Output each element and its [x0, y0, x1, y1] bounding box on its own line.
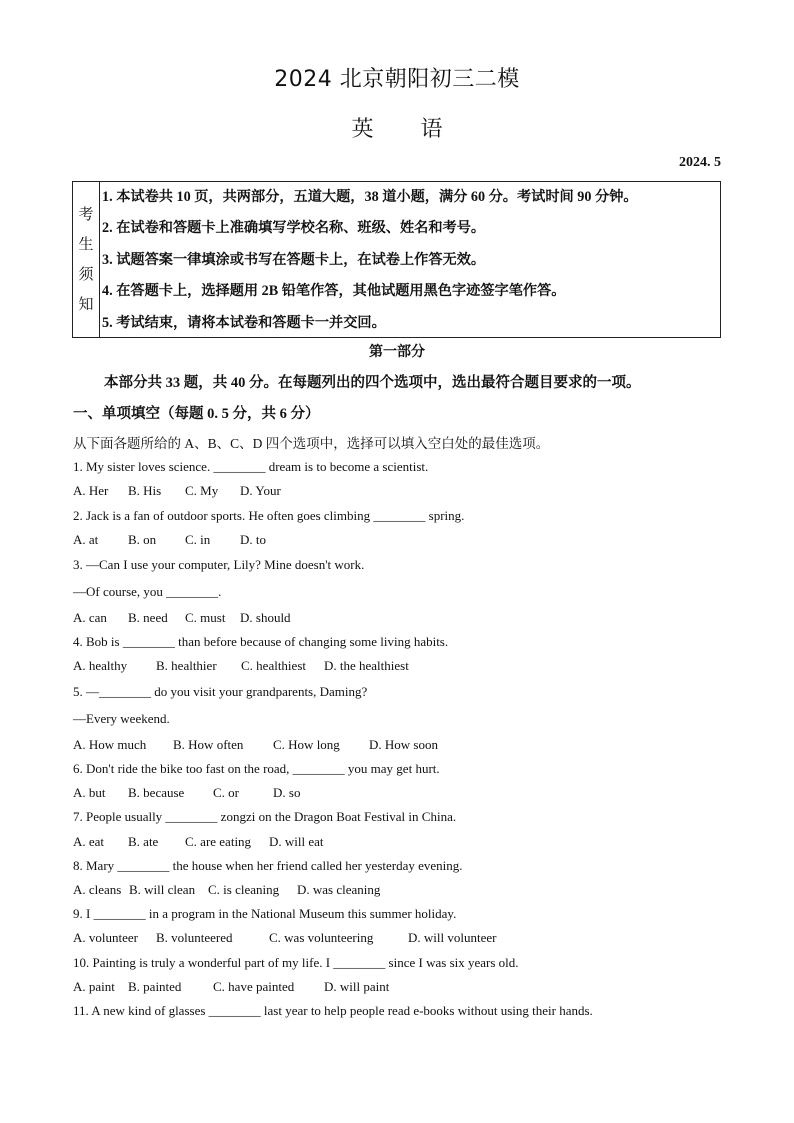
- part-description: 本部分共 33 题，共 40 分。在每题列出的四个选项中，选出最符合题目要求的一项。: [104, 375, 641, 391]
- notice-item: 3. 试题答案一律填涂或书写在答题卡上，在试卷上作答无效。: [102, 251, 486, 268]
- exam-notice-box: [72, 181, 721, 338]
- question-options: [73, 979, 389, 995]
- question-reply: —Of course, you ________.: [73, 584, 222, 599]
- option: D. Your: [240, 483, 281, 498]
- option: D. will eat: [269, 834, 324, 849]
- exam-title: 2024 北京朝阳初三二模: [274, 67, 520, 92]
- question-stem: 11. A new kind of glasses ________ last year to help people read e-books without using their hands.: [73, 1003, 593, 1018]
- option: B. will clean: [129, 882, 196, 897]
- notice-item: 4. 在答题卡上，选择题用 2B 铅笔作答，其他试题用黑色字迹签字笔作答。: [102, 283, 566, 300]
- option: D. will paint: [324, 979, 390, 994]
- option: D. to: [240, 532, 266, 547]
- option: A. eat: [73, 834, 105, 849]
- option: A. volunteer: [73, 930, 138, 945]
- section-title: 一、单项填空（每题 0. 5 分，共 6 分）: [73, 406, 320, 422]
- option: B. need: [128, 610, 168, 625]
- option: B. His: [128, 483, 162, 498]
- notice-label: [73, 182, 100, 337]
- option: B. healthier: [156, 658, 217, 673]
- option: B. ate: [128, 834, 159, 849]
- option: D. so: [273, 785, 301, 800]
- question-options: [73, 834, 324, 850]
- option: C. must: [185, 610, 226, 625]
- question-stem: 9. I ________ in a program in the National Museum this summer holiday.: [73, 906, 457, 921]
- option: A. at: [73, 532, 99, 547]
- option: C. My: [185, 483, 219, 498]
- option: A. Her: [73, 483, 109, 498]
- option: A. How much: [73, 737, 147, 752]
- option: C. or: [213, 785, 239, 800]
- question-stem: 2. Jack is a fan of outdoor sports. He often goes climbing ________ spring.: [73, 508, 465, 523]
- option: B. on: [128, 532, 157, 547]
- option: C. have painted: [213, 979, 295, 994]
- notice-label-char: 考: [78, 206, 94, 223]
- section-instruction: 从下面各题所给的 A、B、C、D 四个选项中，选择可以填入空白处的最佳选项。: [73, 436, 550, 451]
- question-options: [73, 483, 281, 499]
- option: A. healthy: [73, 658, 128, 673]
- option: C. in: [185, 532, 211, 547]
- question-options: [73, 930, 496, 946]
- option: C. was volunteering: [269, 930, 374, 945]
- option: B. painted: [128, 979, 182, 994]
- question-stem: 6. Don't ride the bike too fast on the road, ________ you may get hurt.: [73, 761, 440, 776]
- question-reply: —Every weekend.: [73, 711, 170, 726]
- notice-label-char: 须: [78, 266, 94, 283]
- question-stem: 1. My sister loves science. ________ dream is to become a scientist.: [73, 459, 429, 474]
- notice-list: [102, 182, 720, 339]
- notice-item: 1. 本试卷共 10 页，共两部分，五道大题，38 道小题，满分 60 分。考试时间 90 分钟。: [102, 189, 638, 205]
- option: B. because: [128, 785, 185, 800]
- question-options: [73, 610, 291, 626]
- option: A. paint: [73, 979, 115, 994]
- option: D. should: [240, 610, 291, 625]
- part-title: 第一部分: [369, 345, 425, 360]
- option: D. was cleaning: [297, 882, 381, 897]
- option: C. is cleaning: [208, 882, 280, 897]
- option: C. are eating: [185, 834, 252, 849]
- question-stem: 5. —________ do you visit your grandparents, Daming?: [73, 684, 368, 699]
- question-options: [73, 785, 300, 801]
- question-stem: 7. People usually ________ zongzi on the Dragon Boat Festival in China.: [73, 809, 457, 824]
- question-options: [73, 532, 266, 548]
- option: D. the healthiest: [324, 658, 409, 673]
- option: C. healthiest: [241, 658, 306, 673]
- option: B. volunteered: [156, 930, 233, 945]
- notice-label-char: 知: [78, 296, 94, 313]
- option: D. will volunteer: [408, 930, 497, 945]
- question-options: [73, 658, 409, 674]
- question-stem: 3. —Can I use your computer, Lily? Mine doesn't work.: [73, 557, 365, 572]
- option: B. How often: [173, 737, 244, 752]
- option: C. How long: [273, 737, 340, 752]
- notice-item: 2. 在试卷和答题卡上准确填写学校名称、班级、姓名和考号。: [102, 220, 486, 237]
- notice-label-char: 生: [78, 236, 94, 253]
- question-stem: 4. Bob is ________ than before because of changing some living habits.: [73, 634, 449, 649]
- question-options: [73, 882, 380, 898]
- subject-title: 英 语: [351, 117, 443, 142]
- option: A. cleans: [73, 882, 122, 897]
- notice-item: 5. 考试结束，请将本试卷和答题卡一并交回。: [102, 314, 386, 331]
- option: D. How soon: [369, 737, 438, 752]
- question-options: [73, 737, 438, 753]
- option: A. but: [73, 785, 106, 800]
- exam-date: 2024. 5: [679, 155, 721, 170]
- question-stem: 10. Painting is truly a wonderful part of my life. I ________ since I was six years old.: [73, 955, 519, 970]
- question-stem: 8. Mary ________ the house when her friend called her yesterday evening.: [73, 858, 463, 873]
- option: A. can: [73, 610, 107, 625]
